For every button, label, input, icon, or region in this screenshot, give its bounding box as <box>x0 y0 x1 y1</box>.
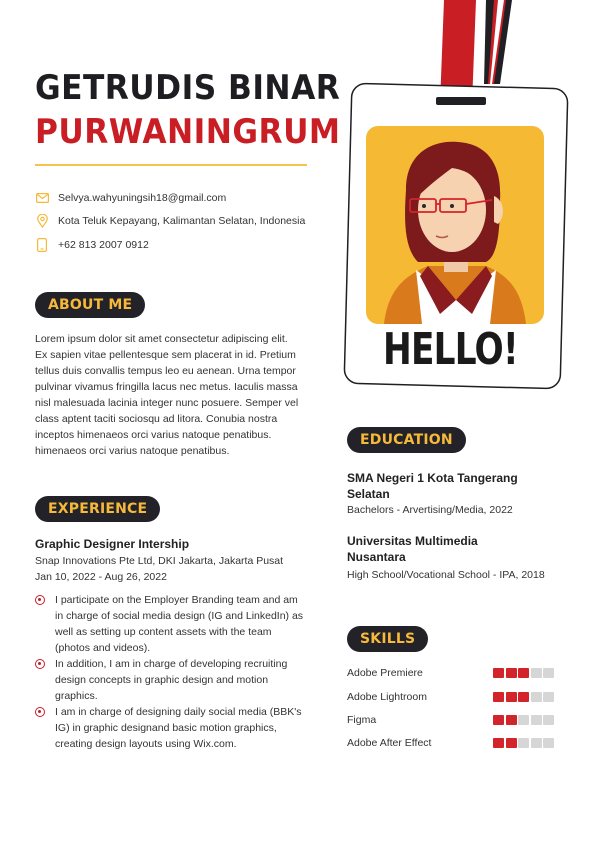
about-line: class aptent taciti sociosqu ad litora. Conubia nostra <box>35 413 278 425</box>
skill-block-filled <box>506 715 517 725</box>
skill-block-empty <box>543 738 554 748</box>
skill-block-empty <box>543 668 554 678</box>
last-name: PURWANINGRUM <box>35 112 341 152</box>
about-line: tellus duis convallis tempus leo eu aenean. Urna tempor <box>35 365 296 377</box>
skill-level-bar <box>493 668 554 678</box>
about-line: Ex sapien vitae pellentesque sem placerat in id. Pretium <box>35 349 296 361</box>
skill-name: Adobe Premiere <box>347 667 423 679</box>
experience-bullet: In addition, I am in charge of developing recruiting design concepts in graphic design and motion graphics. <box>35 656 305 704</box>
skill-block-empty <box>518 715 529 725</box>
experience-bullets <box>35 592 305 752</box>
job-dates: Jan 10, 2022 - Aug 26, 2022 <box>35 571 167 583</box>
about-heading: ABOUT ME <box>35 292 145 318</box>
skill-level-bar <box>493 715 554 725</box>
skill-block-filled <box>506 692 517 702</box>
about-line: Lorem ipsum dolor sit amet consectetur adipiscing elit. <box>35 333 288 345</box>
first-name: GETRUDIS BINAR <box>35 68 341 108</box>
education-school: SMA Negeri 1 Kota Tangerang Selatan <box>347 471 518 501</box>
skill-block-empty <box>531 715 542 725</box>
about-line: inceptos himenaeos orci varius natoque penatibus. <box>35 429 272 441</box>
skill-name: Adobe Lightroom <box>347 691 427 703</box>
skill-block-filled <box>493 668 504 678</box>
hello-greeting: HELLO! <box>383 324 518 375</box>
skill-block-filled <box>518 692 529 702</box>
skill-name: Adobe After Effect <box>347 737 432 749</box>
job-title: Graphic Designer Intership <box>35 537 190 551</box>
skills-heading: SKILLS <box>347 626 428 652</box>
target-bullet-icon <box>35 595 45 605</box>
skill-block-empty <box>531 668 542 678</box>
skill-block-empty <box>543 715 554 725</box>
id-badge-illustration <box>0 0 596 400</box>
target-bullet-icon <box>35 707 45 717</box>
skill-block-filled <box>493 692 504 702</box>
skill-block-empty <box>531 738 542 748</box>
skill-block-empty <box>518 738 529 748</box>
skill-level-bar <box>493 692 554 702</box>
contact-address-text: Kota Teluk Kepayang, Kalimantan Selatan, Indonesia <box>58 215 306 228</box>
skill-block-empty <box>531 692 542 702</box>
about-line: himenaeos orci varius natoque penatibus. <box>35 445 230 457</box>
contact-phone-text: +62 813 2007 0912 <box>58 238 149 251</box>
education-school: Universitas Multimedia Nusantara <box>347 534 478 564</box>
about-line: pulvinar vivamus fringilla lacus nec metus. Iaculis massa <box>35 381 298 393</box>
education-degree: High School/Vocational School - IPA, 2018 <box>347 569 545 581</box>
skill-block-filled <box>506 668 517 678</box>
job-company: Snap Innovations Pte Ltd, DKI Jakarta, Jakarta Pusat <box>35 555 284 567</box>
skill-block-filled <box>506 738 517 748</box>
skill-block-filled <box>493 715 504 725</box>
skill-block-empty <box>543 692 554 702</box>
skill-block-filled <box>493 738 504 748</box>
contact-email-text: Selvya.wahyuningsih18@gmail.com <box>58 191 227 204</box>
experience-bullet: I participate on the Employer Branding team and am in charge of social media design (IG and LinkedIn) as well as setting up content assets with the team (photos and videos). <box>35 592 305 656</box>
experience-heading: EXPERIENCE <box>35 496 160 522</box>
skill-level-bar <box>493 738 554 748</box>
skill-block-filled <box>518 668 529 678</box>
target-bullet-icon <box>35 659 45 669</box>
education-heading: EDUCATION <box>347 427 466 453</box>
skill-name: Figma <box>347 714 377 726</box>
experience-bullet: I am in charge of designing daily social media (BBK's IG) in graphic designand basic motion graphics, creating design layouts using Wix.com. <box>35 704 305 752</box>
about-line: nisl malesuada lacinia integer nunc posuere. Semper vel <box>35 397 299 409</box>
education-degree: Bachelors - Arvertising/Media, 2022 <box>347 504 513 516</box>
